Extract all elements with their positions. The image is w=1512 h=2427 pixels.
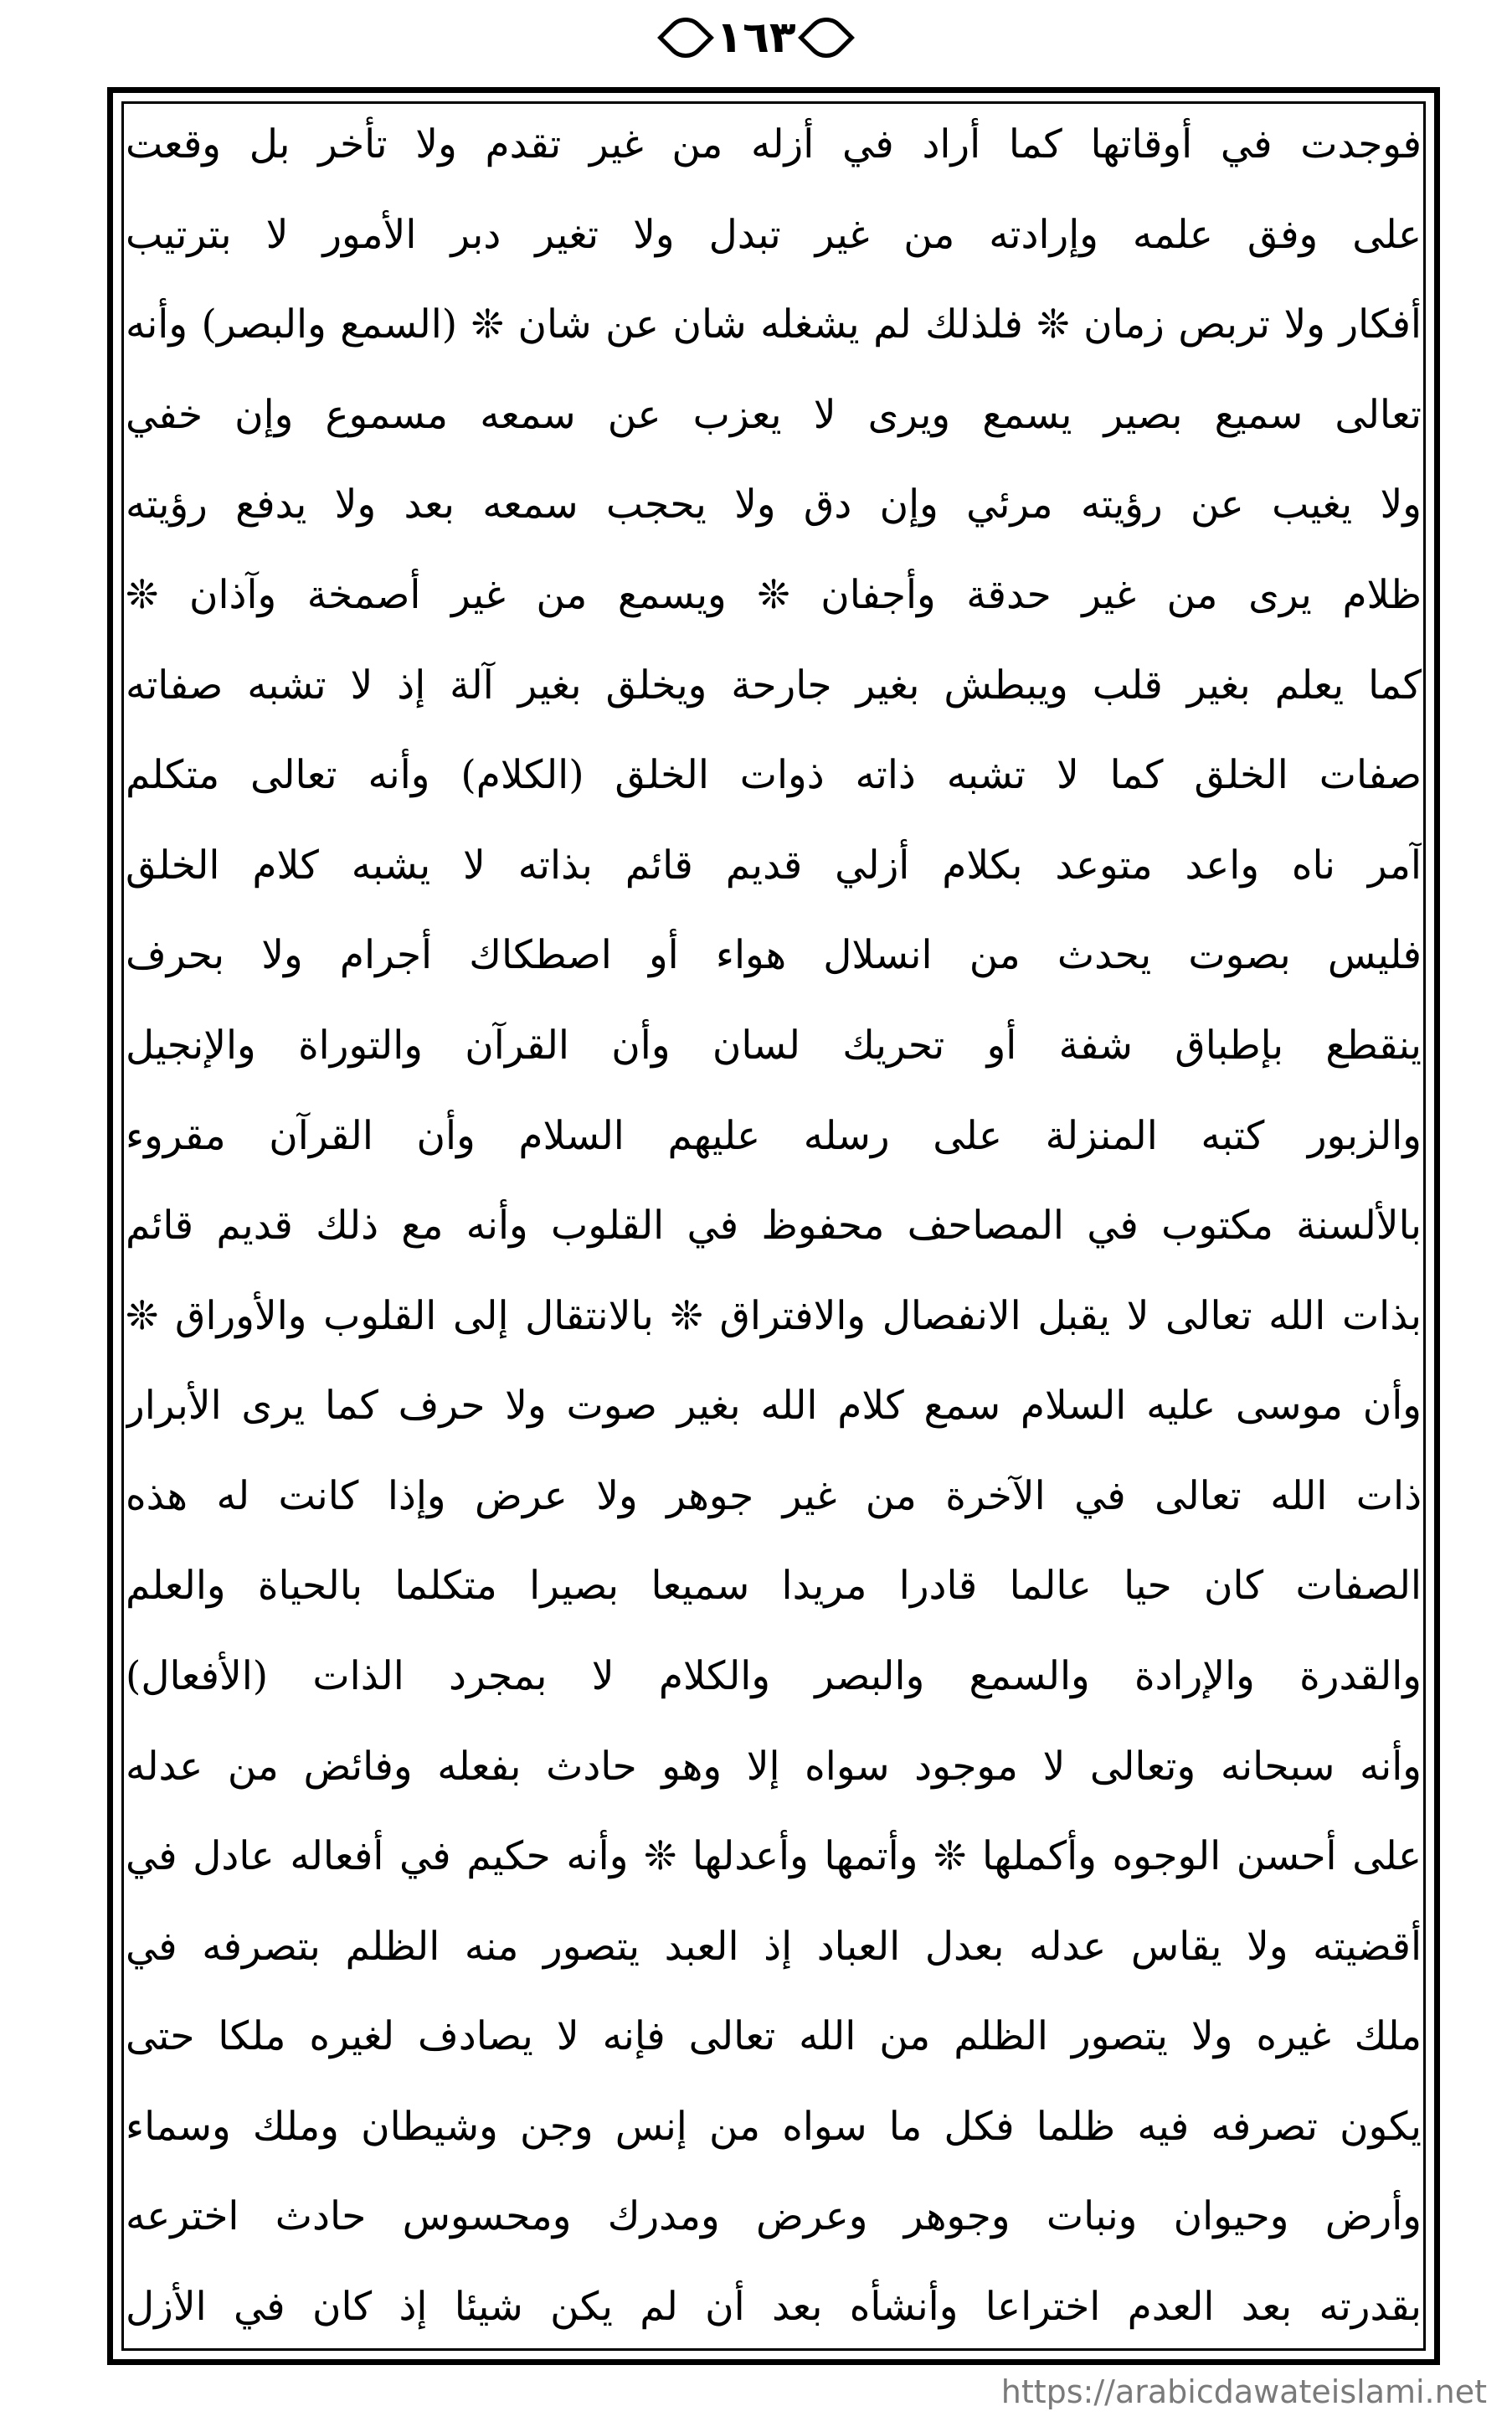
text-line: والقدرة والإرادة والسمع والبصر والكلام لا بمجرد الذات (الأفعال) — [126, 1652, 1422, 1699]
text-line: ملك غيره ولا يتصور الظلم من الله تعالى فإنه لا يصادف لغيره ملكا حتى — [126, 2013, 1422, 2060]
text-line: وأنه سبحانه وتعالى لا موجود سواه إلا وهو حادث بفعله وفائض من عدله — [126, 1743, 1422, 1790]
text-line: وأن موسى عليه السلام سمع كلام الله بغير صوت ولا حرف كما يرى الأبرار — [126, 1383, 1422, 1430]
text-line: الصفات كان حيا عالما قادرا مريدا سميعا بصيرا متكلما بالحياة والعلم — [126, 1563, 1422, 1610]
right-ornament-icon — [798, 9, 855, 66]
left-ornament-icon — [657, 9, 714, 66]
text-line: وأرض وحيوان ونبات وجوهر وعرض ومدرك ومحسوس حادث اخترعه — [126, 2193, 1422, 2240]
text-line: تعالى سميع بصير يسمع ويرى لا يعزب عن سمعه مسموع وإن خفي — [126, 391, 1422, 438]
text-line: على وفق علمه وإرادته من غير تبدل ولا تغير دبر الأمور لا بترتيب — [126, 211, 1422, 258]
text-line: ظلام يرى من غير حدقة وأجفان ❊ ويسمع من غير أصمخة وآذان ❊ — [126, 572, 1422, 619]
page-header — [0, 8, 1512, 67]
document-body — [126, 106, 1422, 2347]
text-line: بقدرته بعد العدم اختراعا وأنشأه بعد أن لم يكن شيئا إذ كان في الأزل — [126, 2284, 1422, 2331]
text-line: أقضيته ولا يقاس عدله بعدل العباد إذ العبد يتصور منه الظلم بتصرفه في — [126, 1923, 1422, 1970]
text-line: يكون تصرفه فيه ظلما فكل ما سواه من إنس وجن وشيطان وملك وسماء — [126, 2103, 1422, 2150]
text-line: أفكار ولا تربص زمان ❊ فلذلك لم يشغله شان عن شان ❊ (السمع والبصر) وأنه — [126, 301, 1422, 348]
text-line: والزبور كتبه المنزلة على رسله عليهم السلام وأن القرآن مقروء — [126, 1112, 1422, 1159]
text-line: على أحسن الوجوه وأكملها ❊ وأتمها وأعدلها ❊ وأنه حكيم في أفعاله عادل في — [126, 1833, 1422, 1880]
text-line: آمر ناه واعد متوعد بكلام أزلي قديم قائم بذاته لا يشبه كلام الخلق — [126, 842, 1422, 889]
text-line: ينقطع بإطباق شفة أو تحريك لسان وأن القرآن والتوراة والإنجيل — [126, 1022, 1422, 1069]
text-line: كما يعلم بغير قلب ويبطش بغير جارحة ويخلق بغير آلة إذ لا تشبه صفاته — [126, 662, 1422, 709]
text-line: بالألسنة مكتوب في المصاحف محفوظ في القلوب وأنه مع ذلك قديم قائم — [126, 1203, 1422, 1250]
text-line: ولا يغيب عن رؤيته مرئي وإن دق ولا يحجب سمعه بعد ولا يدفع رؤيته — [126, 482, 1422, 528]
page-number: ١٦٣ — [716, 13, 796, 63]
text-line: فوجدت في أوقاتها كما أراد في أزله من غير تقدم ولا تأخر بل وقعت — [126, 121, 1422, 168]
site-watermark: https://arabicdawateislami.net — [1000, 2373, 1487, 2410]
text-line: بذات الله تعالى لا يقبل الانفصال والافتراق ❊ بالانتقال إلى القلوب والأوراق ❊ — [126, 1292, 1422, 1339]
text-line: ذات الله تعالى في الآخرة من غير جوهر ولا عرض وإذا كانت له هذه — [126, 1472, 1422, 1519]
text-line: صفات الخلق كما لا تشبه ذاته ذوات الخلق (الكلام) وأنه تعالى متكلم — [126, 752, 1422, 799]
text-line: فليس بصوت يحدث من انسلال هواء أو اصطكاك أجرام ولا بحرف — [126, 932, 1422, 979]
